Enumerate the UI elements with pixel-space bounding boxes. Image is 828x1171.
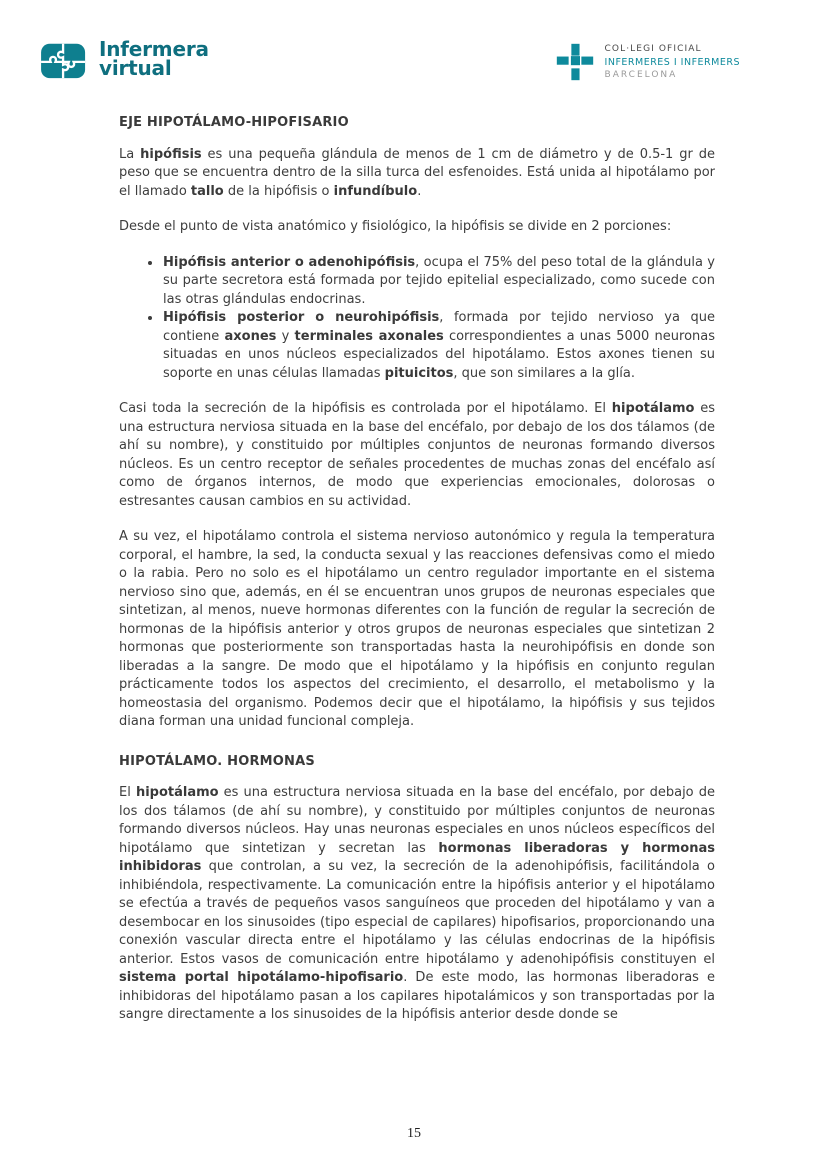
- body-text: .: [417, 183, 422, 199]
- cross-icon: [555, 42, 595, 82]
- body-text: de la hipófisis o: [223, 183, 334, 199]
- emphasis-text: hipotálamo: [135, 785, 219, 800]
- body-text: , formada por tejido nervioso ya que contiene: [163, 310, 715, 344]
- section-heading: EJE HIPOTÁLAMO-HIPOFISARIO: [119, 115, 349, 130]
- section-heading: HIPOTÁLAMO. HORMONAS: [119, 753, 315, 769]
- body-text: . De este modo, las hormonas liberadoras e inhibidoras del hipotálamo pasan a los capilares hipotalámicos y son transportadas por la sangre directamente a los sinusoides de la hipófisis anterior desde donde se: [119, 970, 716, 1022]
- emphasis-text: axones: [224, 328, 277, 344]
- paragraph: [119, 528, 715, 732]
- logo-line-1: Infermera: [99, 37, 209, 61]
- emphasis-text: hormonas liberadoras y hormonas inhibidoras: [119, 840, 715, 874]
- body-text: Casi toda la secreción de la hipófisis es controlada por el hipotálamo. El: [119, 401, 612, 416]
- body-text: A su vez, el hipotálamo controla el sistema nervioso autonómico y regula la temperatura corporal, el hambre, la sed, la conducta sexual y las reacciones defensivas como el miedo o la rabia. Pero no solo es el hipotálamo un centro regulador importante en el sistema nervioso sino que, además, en él se encuentran unos grupos de neuronas especiales que sintetizan, al menos, nueve hormonas diferentes con la función de regular la secreción de hormonas de la hipófisis anterior y otros grupos de neuronas especiales que sintetizan 2 hormonas que posteriormente son transportadas hasta la neurohipófisis en donde son liberadas a la sangre. De modo que el hipotálamo y la hipófisis en conjunto regulan prácticamente todos los aspectos del crecimiento, el desarrollo, el metabolismo y la homeostasia del organismo. Podemos decir que el hipotálamo, la hipófisis y sus tejidos diana forman una unidad funcional compleja.: [119, 529, 715, 729]
- page-number: 15: [407, 1126, 421, 1141]
- emphasis-text: hipotálamo: [611, 401, 695, 416]
- emphasis-text: tallo: [190, 183, 224, 199]
- collegi-line-3: BARCELONA: [604, 70, 678, 80]
- body-text: El: [119, 785, 136, 800]
- body-text: es una estructura nerviosa situada en la base del encéfalo, por debajo de los dos tálamos (de ahí su nombre), y constituido por múltiples conjuntos de neuronas formando diversos núcleos. Es un centro receptor de señales procedentes de muchas zonas del encéfalo así como de órganos internos, de modo que experiencias emocionales, dolorosas o estresantes causan cambios en su actividad.: [119, 401, 715, 509]
- body-text: es una pequeña glándula de menos de 1 cm de diámetro y de 0.5-1 gr de peso que se encuentra dentro de la silla turca del esfenoides. Está unida al hipotálamo por el llamado: [119, 146, 716, 199]
- paragraph: [119, 784, 715, 1025]
- bullet-item: [162, 309, 715, 383]
- bullet-list: [119, 254, 715, 384]
- logo-wordmark: [99, 38, 209, 78]
- emphasis-text: hipófisis: [140, 146, 202, 162]
- body-text: correspondientes a unas 5000 neuronas situadas en unos núcleos especializados del hipotálamo. Estos axones tienen su soporte en unas células llamadas: [163, 328, 715, 381]
- paragraph: [119, 218, 715, 237]
- emphasis-text: sistema portal hipotálamo-hipofisario: [119, 970, 404, 985]
- body-text: La: [119, 146, 141, 162]
- puzzle-icon: [38, 38, 92, 82]
- collegi-wordmark: [605, 42, 740, 82]
- body-text: es una estructura nerviosa situada en la base del encéfalo, por debajo de los dos tálamos (de ahí su nombre), y constituido por múltiples conjuntos de neuronas formando diversos núcleos. Hay unas neuronas especiales en unos núcleos específicos del hipotálamo que sintetizan y secretan las: [119, 785, 715, 856]
- emphasis-text: Hipófisis anterior o adenohipófisis: [163, 254, 416, 270]
- bullet-item: [162, 254, 715, 310]
- paragraph: [119, 400, 715, 511]
- body-text: , que son similares a la glía.: [453, 365, 635, 381]
- collegi-line-1: COL·LEGI OFICIAL: [604, 44, 702, 54]
- infermera-virtual-logo: [38, 38, 209, 82]
- emphasis-text: pituicitos: [384, 365, 454, 381]
- logo-line-2: virtual: [99, 56, 172, 80]
- paragraph: [119, 146, 715, 202]
- document-body: [119, 114, 715, 1042]
- body-text: Desde el punto de vista anatómico y fisiológico, la hipófisis se divide en 2 porciones:: [119, 219, 672, 234]
- emphasis-text: terminales axonales: [294, 328, 444, 344]
- body-text: y: [276, 328, 295, 344]
- collegi-logo: [555, 42, 740, 82]
- collegi-line-2: INFERMERES I INFERMERS: [604, 57, 740, 68]
- body-text: que controlan, a su vez, la secreción de la adenohipófisis, facilitándola o inhibiéndola, respectivamente. La comunicación entre la hipófisis anterior y el hipotálamo se efectúa a través de pequeños vasos sanguíneos que proceden del hipotálamo y van a desembocar en los sinusoides (tipo especial de capilares) hipofisarios, proporcionando una conexión vascular directa entre el hipotálamo y las células endocrinas de la hipófisis anterior. Estos vasos de comunicación entre hipotálamo y adenohipófisis constituyen el: [119, 859, 715, 967]
- emphasis-text: infundíbulo: [333, 183, 418, 199]
- body-text: , ocupa el 75% del peso total de la glándula y su parte secretora está formada por tejido epitelial especializado, como sucede con las otras glándulas endocrinas.: [163, 254, 716, 307]
- emphasis-text: Hipófisis posterior o neurohipófisis: [163, 310, 440, 325]
